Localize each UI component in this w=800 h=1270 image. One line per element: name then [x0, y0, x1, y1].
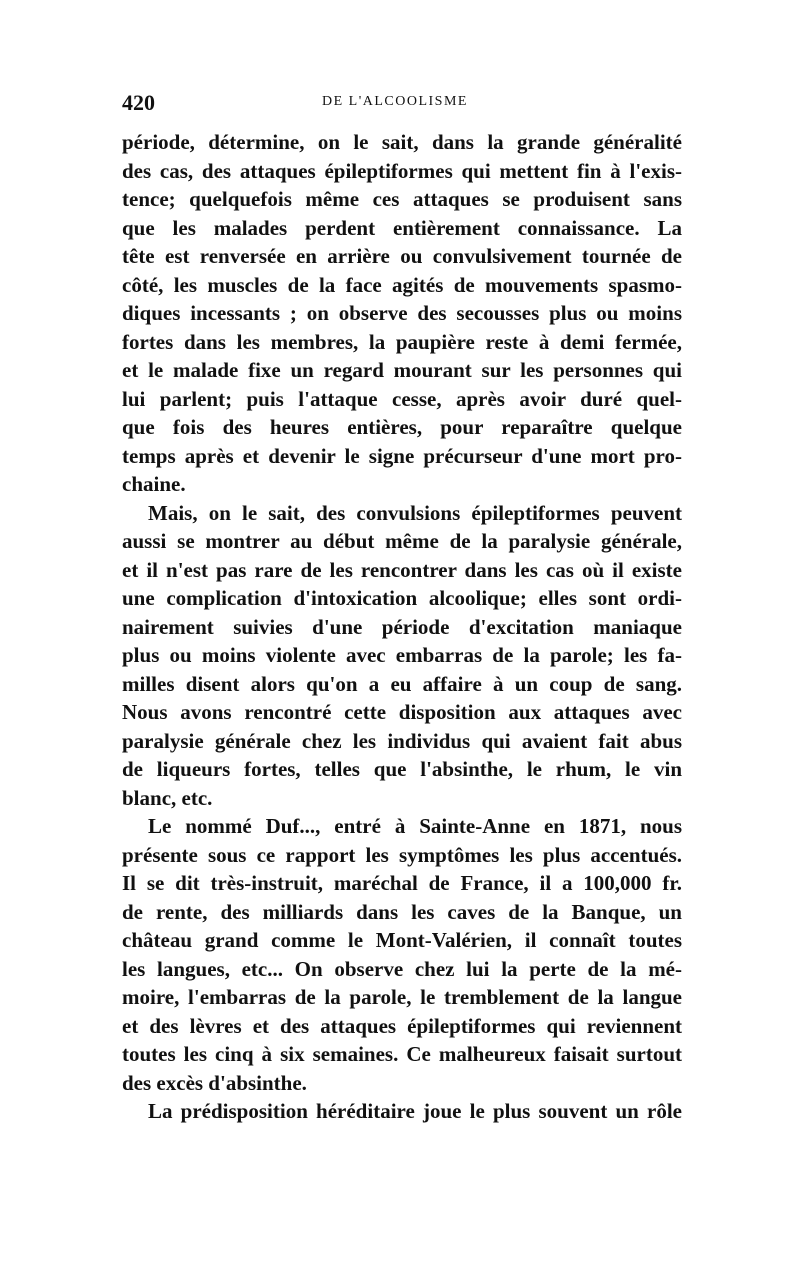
text-line: La prédisposition héréditaire joue le plus souvent un rôle	[148, 1099, 682, 1123]
text-line: blanc, etc.	[122, 785, 213, 810]
text-line: lui parlent; puis l'attaque cesse, après avoir duré quel-	[122, 386, 682, 411]
text-line: de rente, des milliards dans les caves de la Banque, un	[122, 899, 682, 924]
text-line: paralysie générale chez les individus qui avaient fait abus	[122, 728, 682, 753]
paragraph-3	[122, 812, 682, 1097]
text-line: tête est renversée en arrière ou convulsivement tournée de	[122, 244, 682, 268]
body-text	[122, 128, 682, 1126]
text-line: que fois des heures entières, pour reparaître quelque	[122, 415, 682, 439]
text-line: les langues, etc... On observe chez lui la perte de la mé-	[122, 956, 682, 981]
running-title: DE L'ALCOOLISME	[322, 94, 468, 109]
text-line: des excès d'absinthe.	[122, 1070, 307, 1095]
text-line: temps après et devenir le signe précurseur d'une mort pro-	[122, 443, 682, 468]
text-line: toutes les cinq à six semaines. Ce malheureux faisait surtout	[122, 1042, 682, 1066]
text-line: présente sous ce rapport les symptômes les plus accentués.	[122, 842, 682, 867]
text-line: moire, l'embarras de la parole, le tremblement de la langue	[122, 985, 682, 1009]
text-line: période, détermine, on le sait, dans la grande généralité	[122, 130, 682, 154]
page-number: 420	[122, 90, 155, 115]
text-line: et il n'est pas rare de les rencontrer dans les cas où il existe	[122, 557, 682, 582]
text-line: chaine.	[122, 472, 186, 496]
text-line: Il se dit très-instruit, maréchal de France, il a 100,000 fr.	[122, 871, 682, 895]
text-line: Le nommé Duf..., entré à Sainte-Anne en 1871, nous	[148, 814, 682, 838]
text-line: Nous avons rencontré cette disposition aux attaques avec	[122, 700, 682, 724]
text-line: des cas, des attaques épileptiformes qui mettent fin à l'exis-	[122, 158, 682, 183]
paragraph-2	[122, 499, 682, 813]
text-line: château grand comme le Mont-Valérien, il connaît toutes	[122, 928, 682, 952]
text-line: plus ou moins violente avec embarras de la parole; les fa-	[122, 643, 682, 667]
text-line: fortes dans les membres, la paupière reste à demi fermée,	[122, 329, 682, 354]
text-line: tence; quelquefois même ces attaques se produisent sans	[122, 187, 682, 211]
text-line: et le malade fixe un regard mourant sur les personnes qui	[122, 358, 682, 382]
text-line: nairement suivies d'une période d'excitation maniaque	[122, 614, 682, 639]
text-line: milles disent alors qu'on a eu affaire à un coup de sang.	[122, 671, 682, 696]
text-line: Mais, on le sait, des convulsions épileptiformes peuvent	[148, 500, 682, 525]
text-line: diques incessants ; on observe des secousses plus ou moins	[122, 301, 682, 325]
text-line: aussi se montrer au début même de la paralysie générale,	[122, 529, 682, 553]
text-line: une complication d'intoxication alcoolique; elles sont ordi-	[122, 586, 682, 610]
paragraph-4	[122, 1097, 682, 1126]
text-line: que les malades perdent entièrement connaissance. La	[122, 215, 682, 240]
text-line: et des lèvres et des attaques épileptiformes qui reviennent	[122, 1013, 682, 1038]
paragraph-1	[122, 128, 682, 499]
running-head	[122, 90, 682, 116]
text-line: côté, les muscles de la face agités de mouvements spasmo-	[122, 272, 682, 297]
text-line: de liqueurs fortes, telles que l'absinthe, le rhum, le vin	[122, 757, 682, 781]
